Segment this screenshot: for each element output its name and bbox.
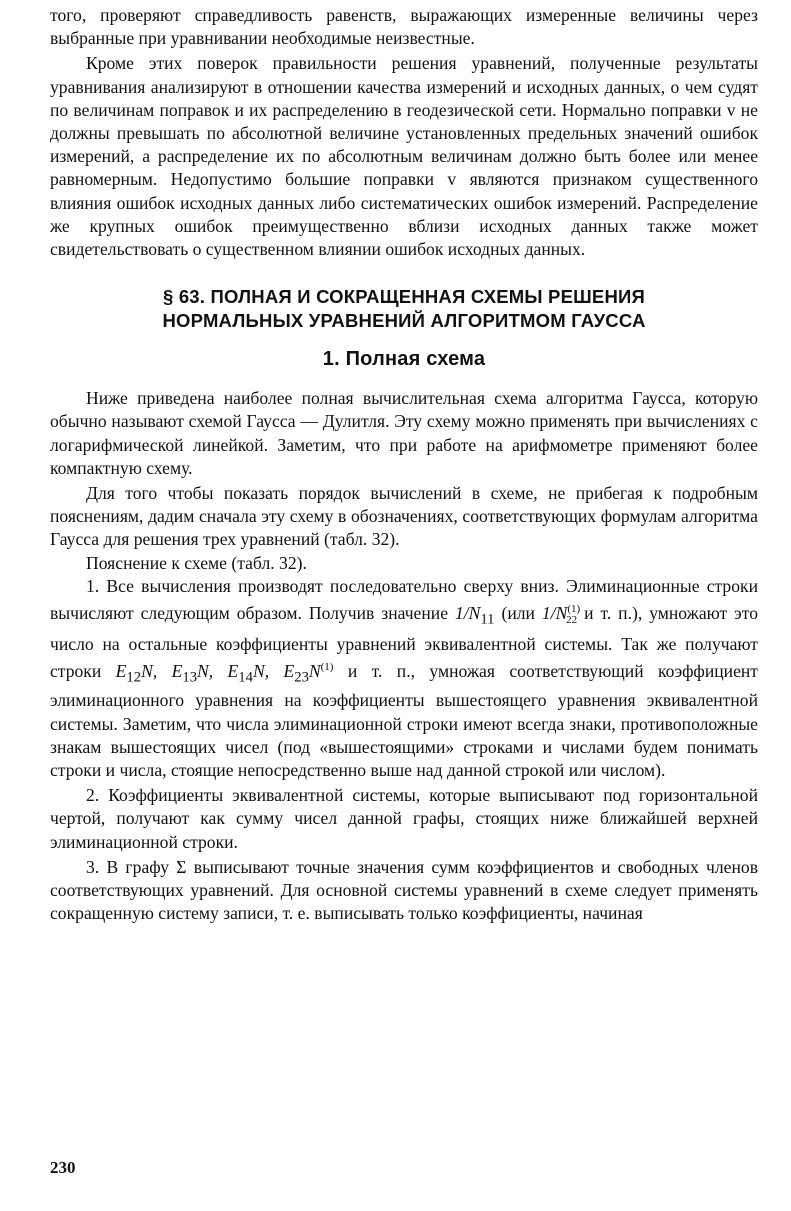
explanation-title: Пояснение к схеме (табл. 32). — [86, 552, 307, 573]
page-body — [50, 4, 758, 925]
list-item-1: 1. Все вычисления производят последовательно сверху вниз. Элиминационные строки вычисляют следующим образом. Получив значение $1/N_{11}$ (или $1/N^{(1)}_{22}$ и т. п.), умножают это число на остальные коэффициенты уравнений эквивалентной системы. Так же получают строки $E_{12}N$, $E_{13}N$, $E_{14}N$, $E_{23}N^{(1)}$ и т. п., умножая соответствующий коэффициент элиминационного уравнения на коэффициенты вышестоящего уравнения эквивалентной системы. Заметим, что числа элиминационной строки имеют всегда знаки, противоположные знакам вышестоящих чисел (под «вышестоящими» строками и числами будем понимать строки и числа, стоящие непосредственно выше над данной строкой или числом). — [50, 575, 758, 781]
subsection-heading: 1. Полная схема — [322, 348, 486, 371]
page-number: 230 — [50, 1158, 76, 1177]
paragraph-full-scheme-intro: Ниже приведена наиболее полная вычислительная схема алгоритма Гаусса, которую обычно называют схемой Гаусса — Дулитля. Эту схему можно применять при вычислениях с логарифмической линейкой. Заметим, что при работе на арифмометре применяют более компактную схему. — [50, 388, 758, 478]
paragraph-calculation-order: Для того чтобы показать порядок вычислений в схеме, не прибегая к подробным пояснениям, дадим сначала эту схему в обозначениях, соответствующих формулам алгоритма Гаусса для решения трех уравнений (табл. 32). — [50, 483, 758, 550]
section-heading-line-1: § 63. ПОЛНАЯ И СОКРАЩЕННАЯ СХЕМЫ РЕШЕНИЯ — [162, 286, 645, 308]
paragraph-continuation: того, проверяют справедливость равенств, выражающих измеренные величины через выбранные при уравнивании необходимые неизвестные. — [50, 5, 758, 49]
paragraph-corrections-analysis: Кроме этих поверок правильности решения уравнений, полученные результаты уравнивания анализируют в отношении качества измерений и исходных данных, о чем судят по величинам поправок и их распределению в геодезической сети. Нормально поправки v не должны превышать по абсолютной величине установленных предельных значений ошибок измерений, а распределение их по абсолютным величинам должно быть более или менее равномерным. Недопустимо большие поправки v являются признаком существенного влияния ошибок исходных данных либо систематических ошибок измерений. Распределение же крупных ошибок преимущественно вблизи исходных данных также может свидетельствовать о существенном влиянии ошибок исходных данных. — [50, 53, 758, 260]
section-heading-line-2: НОРМАЛЬНЫХ УРАВНЕНИЙ АЛГОРИТМОМ ГАУССА — [162, 310, 646, 332]
list-item-3: 3. В графу Σ выписывают точные значения сумм коэффициентов и свободных членов соответствующих уравнений. Для основной системы уравнений в схеме следует применять сокращенную систему записи, т. е. выписывать только коэффициенты, начиная — [50, 856, 758, 924]
list-item-2: 2. Коэффициенты эквивалентной системы, которые выписывают под горизонтальной чертой, получают как сумму чисел данной графы, стоящих ниже ближайшей верхней элиминационной строки. — [50, 785, 758, 852]
